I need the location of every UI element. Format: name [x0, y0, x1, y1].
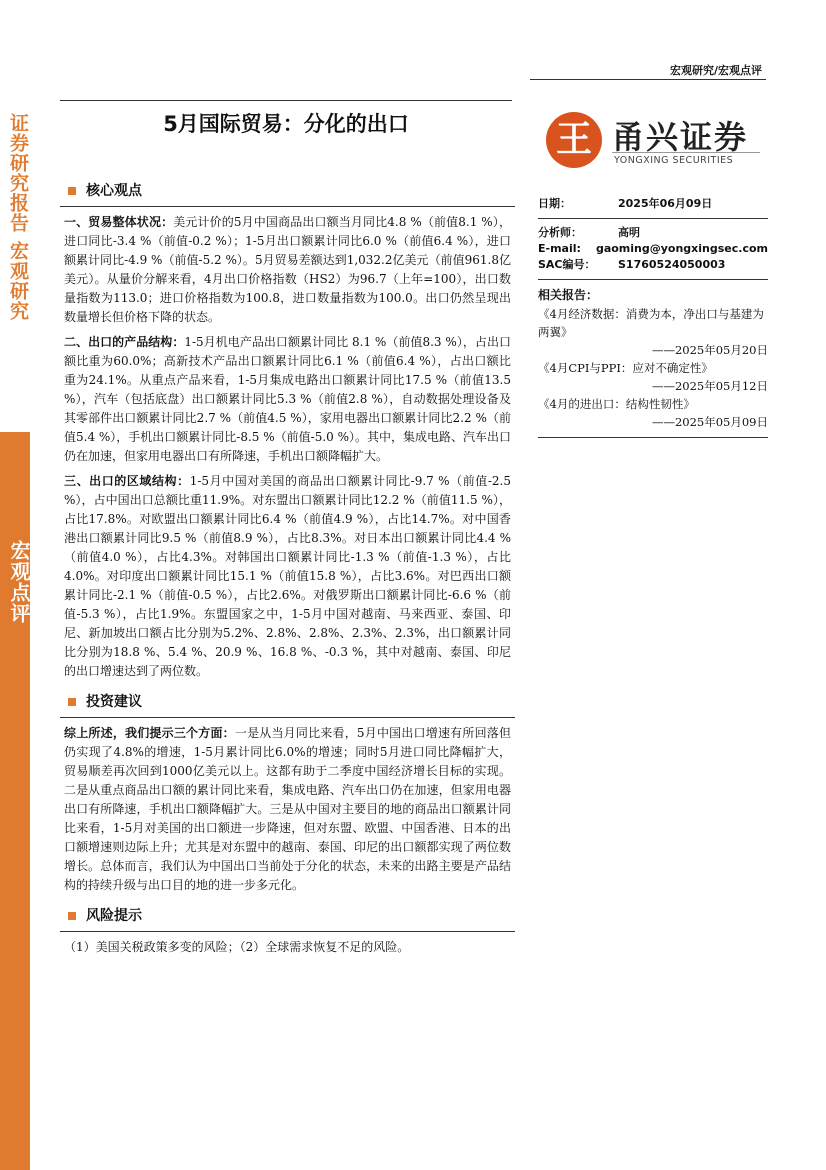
section-heading: [64, 180, 511, 202]
paragraph: [64, 213, 511, 327]
section-risk: [64, 905, 511, 957]
meta-label: 分析师：: [538, 226, 582, 239]
paragraph-text: 1-5月机电产品出口额累计同比 8.1 %（前值8.3 %），占出口额比重为60.0%；高新技术产品出口额累计同比6.1 %（前值6.4 %），占出口额比重为24.1%。从重点产品来看，1-5月集成电路出口额累计同比17.5 %（前值13.5 %），汽车（包括底盘）出口额累计同比5.3 %（前值2.8 %），自动数据处理设备及其零部件出口额累计同比2.7 %（前值4.5 %），家用电器出口额累计同比2.2 %（前值5.4 %），手机出口额累计同比-8.5 %（前值-5.0 %）。其中，集成电路、汽车出口仍在加速，但家用电器出口有所降速，手机出口额降幅扩大。: [64, 335, 512, 463]
meta-divider: [538, 279, 768, 280]
logo-mark-icon: 王: [546, 112, 602, 168]
bullet-square-icon: [68, 912, 76, 920]
meta-divider: [538, 218, 768, 219]
sidebar-category: [0, 432, 30, 1170]
meta-email: [538, 241, 768, 257]
paragraph-text: （1）美国关税政策多变的风险；（2）全球需求恢复不足的风险。: [64, 940, 410, 954]
meta-value: 2025年06月09日: [618, 197, 713, 210]
paragraph: [64, 333, 511, 466]
meta-label: SAC编号：: [538, 258, 596, 271]
title-divider: [60, 100, 512, 101]
related-report-date: ——2025年05月12日: [651, 379, 768, 393]
section-heading-text: 核心观点: [86, 183, 142, 199]
related-report-date: ——2025年05月09日: [651, 415, 768, 429]
section-core: [64, 180, 511, 681]
bullet-square-icon: [68, 698, 76, 706]
page-title: 5月国际贸易：分化的出口: [163, 112, 409, 136]
related-report-date: ——2025年05月20日: [651, 343, 768, 357]
related-report-link[interactable]: 《4月的进出口：结构性韧性》: [538, 397, 695, 411]
meta-date: [538, 196, 768, 212]
related-report-link[interactable]: 《4月经济数据：消费为本，净出口与基建为两翼》: [538, 307, 764, 339]
section-heading: [64, 691, 511, 713]
meta-value[interactable]: gaoming@yongxingsec.com: [595, 242, 768, 255]
paragraph: [64, 472, 511, 681]
bullet-square-icon: [68, 187, 76, 195]
section-advice: [64, 691, 511, 895]
paragraph-text: 美元计价的5月中国商品出口额当月同比4.8 %（前值8.1 %），进口同比-3.4 %（前值-0.2 %）；1-5月出口额累计同比6.0 %（前值6.4 %），进口额累计同比-4.9 %（前值-5.2 %）。5月贸易差额达到1,032.2亿美元（前值961.8亿美元）。从量价分解来看，4月出口价格指数（HS2）为96.7（上年=100），出口数量指数为113.0；进口价格指数为100.8，进口数量指数为100.0。出口仍然呈现出数量增长但价格下降的状态。: [64, 215, 511, 324]
paragraph: [64, 724, 511, 895]
paragraph-lead: 三、出口的区域结构：: [64, 474, 190, 488]
meta-divider: [538, 437, 768, 438]
header-divider: [530, 79, 766, 80]
section-divider: [60, 206, 515, 207]
logo-name-cn: 甬兴证券: [612, 118, 749, 156]
related-reports-title: 相关报告：: [538, 288, 599, 302]
logo-name-en: YONGXING SECURITIES: [614, 155, 734, 166]
section-divider: [60, 931, 515, 932]
paragraph-lead: 一、贸易整体状况：: [64, 215, 174, 229]
paragraph: [64, 938, 511, 957]
main-content: [64, 180, 511, 963]
paragraph-text: 1-5月中国对美国的商品出口额累计同比-9.7 %（前值-2.5 %），占中国出口总额比重11.9%。对东盟出口额累计同比12.2 %（前值11.5 %），占比17.8%。对欧盟出口额累计同比6.4 %（前值4.9 %），占比14.7%。对中国香港出口额累计同比9.5 %（前值8.9 %），占比8.3%。对日本出口额累计同比4.4 %（前值4.0 %），占比4.3%。对韩国出口额累计同比-1.3 %（前值-1.3 %），占比4.0%。对印度出口额累计同比15.1 %（前值15.8 %），占比3.6%。对巴西出口额累计同比-2.1 %（前值-0.5 %），占比2.6%。对俄罗斯出口额累计同比-6.6 %（前值-5.3 %），占比1.9%。东盟国家之中，1-5月中国对越南、马来西亚、泰国、印尼、新加坡出口额占比分别为5.2%、2.8%、2.8%、2.3%、2.3%，出口额累计同比分别为18.8 %、5.4 %、20.9 %、16.8 %、-0.3 %，其中对越南、泰国、印尼的出口增速达到了两位数。: [64, 474, 511, 678]
company-logo: [546, 108, 761, 170]
section-heading: [64, 905, 511, 927]
sidebar-top: [0, 105, 30, 425]
meta-label: E-mail:: [538, 242, 581, 255]
section-heading-text: 风险提示: [86, 908, 142, 924]
section-heading-text: 投资建议: [86, 694, 142, 710]
logo-divider: [612, 152, 760, 153]
meta-value: S1760524050003: [618, 258, 726, 271]
paragraph-text: 一是从当月同比来看，5月中国出口增速有所回落但仍实现了4.8%的增速，1-5月累计同比6.0%的增速；同时5月进口同比降幅扩大，贸易顺差再次回到1000亿美元以上。这都有助于二季度中国经济增长目标的实现。二是从重点商品出口额的累计同比来看，集成电路、汽车出口仍在加速，但家用电器出口有所降速，手机出口额降幅扩大。三是从中国对主要目的地的商品出口额累计同比来看，1-5月对美国的出口额进一步降速，但对东盟、欧盟、中国香港、日本的出口额增速则边际上升；尤其是对东盟中的越南、泰国、印尼的出口额都实现了两位数增长。总体而言，我们认为中国出口当前处于分化的状态，未来的出路主要是产品结构的持续升级与出口目的地的进一步多元化。: [64, 726, 511, 892]
sidebar-category-label: 宏观点评: [7, 540, 31, 624]
meta-analyst: [538, 225, 768, 241]
report-meta-panel: [538, 196, 768, 444]
paragraph-lead: 二、出口的产品结构：: [64, 335, 185, 349]
meta-value: 高明: [618, 226, 640, 239]
section-divider: [60, 717, 515, 718]
sidebar-top-label: 证券研究报告 宏观研究: [7, 113, 29, 321]
report-category: 宏观研究/宏观点评: [669, 64, 762, 77]
meta-sac: [538, 257, 768, 273]
meta-label: 日期：: [538, 197, 571, 210]
related-report-link[interactable]: 《4月CPI与PPI：应对不确定性》: [538, 361, 713, 375]
paragraph-lead: 综上所述，我们提示三个方面：: [64, 726, 235, 740]
